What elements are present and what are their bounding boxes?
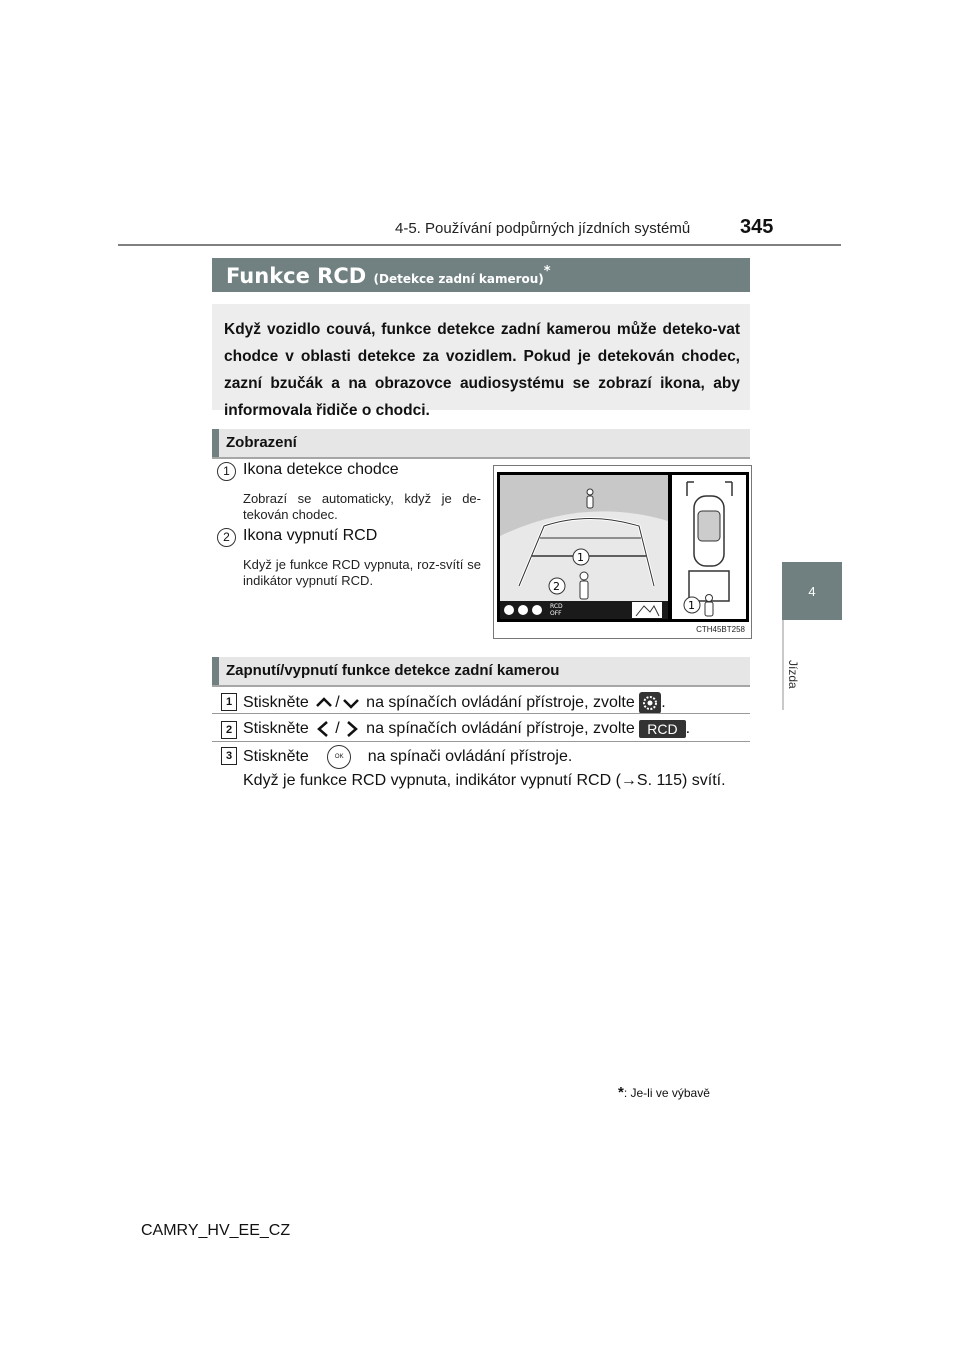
gear-icon xyxy=(639,692,661,714)
item-number: 2 xyxy=(217,528,236,547)
callout-1 xyxy=(573,549,589,565)
intro-text: Když vozidlo couvá, funkce detekce zadní kamerou může deteko-vat chodce v oblasti detekce za vozidlem. Pokud je detekován chodec, zazní bzučák a na obrazovce audiosystému se zobrazí ikona, aby informovala řidiče o chodci. xyxy=(224,321,740,419)
chevron-right-icon xyxy=(340,720,362,738)
chevron-down-icon xyxy=(340,696,362,710)
step-3 xyxy=(243,745,572,769)
title-asterisk: * xyxy=(543,264,551,279)
step-text: Stiskněte xyxy=(243,720,309,738)
footnote xyxy=(618,1084,710,1101)
callout-2 xyxy=(549,578,565,594)
step-number: 3 xyxy=(221,747,237,765)
title-main: Funkce RCD xyxy=(226,264,367,288)
step-number: 1 xyxy=(221,693,237,711)
svg-text:1: 1 xyxy=(577,551,584,564)
title-sub: (Detekce zadní kamerou) xyxy=(373,272,544,286)
footnote-mark: * xyxy=(618,1084,624,1101)
step-end: . xyxy=(661,694,666,712)
page-number: 345 xyxy=(740,216,774,238)
section-heading-toggle xyxy=(212,657,750,687)
step-1 xyxy=(243,692,666,714)
chapter-tab xyxy=(782,562,842,620)
step-divider xyxy=(212,713,750,714)
chapter-label-text: Jízda xyxy=(786,660,800,689)
intro-box xyxy=(212,304,750,419)
footnote-text: : Je-li ve výbavě xyxy=(623,1086,710,1100)
section-heading-display xyxy=(212,429,750,459)
figure-code: CTH45BT258 xyxy=(696,625,745,634)
rcd-off-label: RCD xyxy=(550,603,563,610)
svg-text:1: 1 xyxy=(688,599,695,612)
section-header: 4-5. Používání podpůrných jízdních systémů xyxy=(395,220,691,237)
step-text: na spínači ovládání přístroje. xyxy=(367,748,573,766)
pedestrian-icon xyxy=(587,489,593,508)
ok-button-icon: OK xyxy=(327,745,351,769)
section-heading-text: Zobrazení xyxy=(226,434,297,451)
camera-display-figure xyxy=(493,465,752,639)
chapter-number: 4 xyxy=(808,583,816,599)
callout-1b xyxy=(684,597,700,613)
step-divider xyxy=(212,741,750,742)
step-separator: / xyxy=(335,694,340,712)
step-text: na spínačích ovládání přístroje, zvolte xyxy=(366,720,635,738)
step-number: 2 xyxy=(221,721,237,739)
step-text: Stiskněte xyxy=(243,748,309,766)
step-note: Když je funkce RCD vypnuta, indikátor vypnutí RCD (→S. 115) svítí. xyxy=(243,772,726,789)
step-2 xyxy=(243,720,690,738)
item-title: Ikona detekce chodce xyxy=(243,461,399,478)
chapter-label xyxy=(786,640,842,689)
item-description: Když je funkce RCD vypnuta, roz-svítí se indikátor vypnutí RCD. xyxy=(243,557,481,588)
section-heading-text: Zapnutí/vypnutí funkce detekce zadní kamerou xyxy=(226,662,560,679)
pedestrian-icon xyxy=(580,572,588,599)
pedestrian-icon xyxy=(705,595,713,617)
svg-text:OFF: OFF xyxy=(550,610,562,617)
step-end: . xyxy=(685,720,691,738)
svg-text:2: 2 xyxy=(553,580,560,593)
item-title: Ikona vypnutí RCD xyxy=(243,527,378,544)
side-divider xyxy=(782,620,784,710)
step-text: na spínačích ovládání přístroje, zvolte xyxy=(366,694,635,712)
chevron-left-icon xyxy=(313,720,335,738)
item-number: 1 xyxy=(217,462,236,481)
item-description: Zobrazí se automaticky, když je de-tekován chodec. xyxy=(243,491,481,522)
step-separator: / xyxy=(335,720,340,738)
camera-display-illustration xyxy=(494,466,751,626)
rcd-badge: RCD xyxy=(639,720,685,738)
page-title xyxy=(212,258,750,292)
step-text: Stiskněte xyxy=(243,694,309,712)
chevron-up-icon xyxy=(313,696,335,710)
header-rule xyxy=(118,244,841,246)
document-code: CAMRY_HV_EE_CZ xyxy=(141,1222,291,1239)
